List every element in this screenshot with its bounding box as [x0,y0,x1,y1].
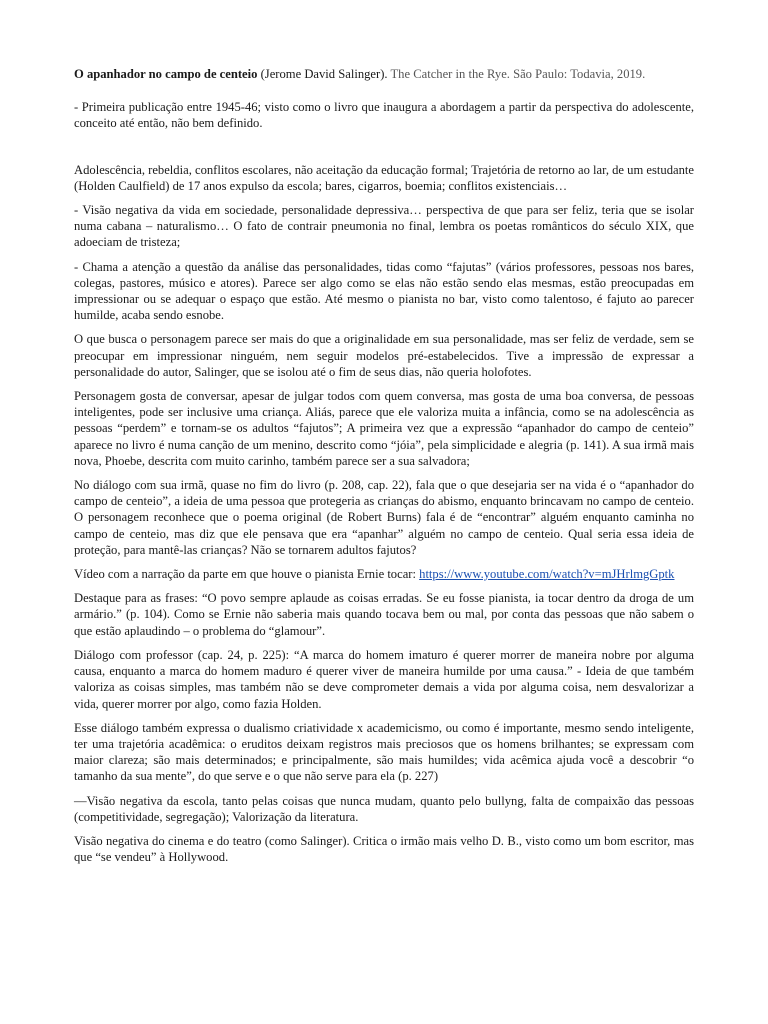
paragraph-conversation: Personagem gosta de conversar, apesar de julgar todos com quem conversa, mas gosta de uma boa conversa, de pessoas inteligentes, pode ser inclusive uma criança. Aliás, parece que ele valoriza muita a infância, como se na adolescência as pessoas “perdem” e tornam-se os adultos “fajutos”; A primeira vez que a expressão “apanhador do campo de centeio” aparece no livro é numa canção de um menino, descrito como “jóia”, pela simplicidade e alegria (p. 141). A sua irmã mais nova, Phoebe, descrita com muito carinho, também parece ser a sua salvadora; [74,389,694,468]
paragraph-dialogue-professor: Diálogo com professor (cap. 24, p. 225): “A marca do homem imaturo é querer morrer de maneira nobre por alguma causa, enquanto a marca do homem maduro é querer viver de maneira humilde por uma causa.” - Ideia de que também valoriza as coisas simples, mas também não se deve comprometer demais a vida por alguma coisa, nem desvalorizar a vida, querer morrer por algo, como fazia Holden. [74,647,694,711]
video-text: Vídeo com a narração da parte em que houve o pianista Ernie tocar: [74,567,416,582]
paragraph-highlight: Destaque para as frases: “O povo sempre aplaude as coisas erradas. Se eu fosse pianista, ia tocar dentro da droga de um armário.” (p. 104). Como se Ernie não saberia mais quando tocava bem ou mal, por conta das pessoas que não sabem o que estão aplaudindo – o problema do “glamour”. [74,591,694,638]
youtube-link[interactable]: https://www.youtube.com/watch?v=mJHrlmgGptk [419,567,675,582]
blank-line [74,140,694,162]
book-title: O apanhador no campo de centeio [74,67,258,81]
paragraph-negative-view: - Visão negativa da vida em sociedade, personalidade depressiva… perspectiva de que para ser feliz, teria que se isolar numa cabana – naturalismo… O fato de contrair pneumonia no final, lembra os poetas românticos do século XIX, que adoeciam de tristeza; [74,203,694,250]
paragraph-first-publication: - Primeira publicação entre 1945-46; visto como o livro que inaugura a abordagem a partir da perspectiva do adolescente, conceito até então, não bem definido. [74,100,694,131]
book-source: The Catcher in the Rye. São Paulo: Todavia, 2019. [390,67,646,81]
document-page [74,66,694,873]
paragraph-video [74,566,694,582]
paragraph-school: —Visão negativa da escola, tanto pelas coisas que nunca mudam, quanto pelo bullyng, falta de compaixão das pessoas (competitividade, segregação); Valorização da literatura. [74,793,694,824]
book-author: (Jerome David Salinger). [260,67,388,81]
paragraph-themes: Adolescência, rebeldia, conflitos escolares, não aceitação da educação formal; Trajetória de retorno ao lar, de um estudante (Holden Caulfield) de 17 anos expulso da escola; bares, cigarros, boemia; conflitos existenciais… [74,162,694,193]
paragraph-personalities: - Chama a atenção a questão da análise das personalidades, tidas como “fajutas” (vários professores, pessoas nos bares, colegas, pastores, músico e atores). Parece ser algo como se elas não estão sendo elas mesmas, estão preocupadas em impressionar ou se adequar o espaço que estão. Até mesmo o pianista no bar, visto como talentoso, é fajuto ao parecer humilde, acaba sendo esnobe. [74,259,694,323]
paragraph-dialogue-sister: No diálogo com sua irmã, quase no fim do livro (p. 208, cap. 22), fala que o que desejaria ser na vida é o “apanhador do campo de centeio”, a ideia de uma pessoa que protegeria as crianças do abismo, enquanto brincavam no campo de centeio. O personagem reconhece que o poema original (de Robert Burns) fala é de “encontrar” alguém enquanto caminha no campo de centeio, mas diz que ele pensava que era “apanhar” alguém no campo de centeio. Qual seria essa ideia de proteção, para mantê-las crianças? Não se tornarem adultos fajutos? [74,478,694,557]
paragraph-cinema: Visão negativa do cinema e do teatro (como Salinger). Critica o irmão mais velho D. B., visto como um bom escritor, mas que “se vendeu” à Hollywood. [74,833,694,865]
paragraph-search: O que busca o personagem parece ser mais do que a originalidade em sua personalidade, mas ser feliz de verdade, sem se preocupar em impressionar ninguém, nem seguir modelos pré-estabelecidos. Tive a impressão de expressar a personalidade do autor, Salinger, que se isolou até o fim de seus dias, não queria holofotes. [74,332,694,379]
paragraph-dualism: Esse diálogo também expressa o dualismo criatividade x academicismo, ou como é importante, mesmo sendo inteligente, ter uma trajetória acadêmica: o eruditos deixam registros mais preciosos que os homens brilhantes; se expressam com maior clareza; são mais determinados; e principalmente, são mais humildes; vida acêmica ajuda você a descobrir “o tamanho da sua mente”, do que serve e o que não serve para ela (p. 227) [74,720,694,784]
citation [74,66,694,82]
